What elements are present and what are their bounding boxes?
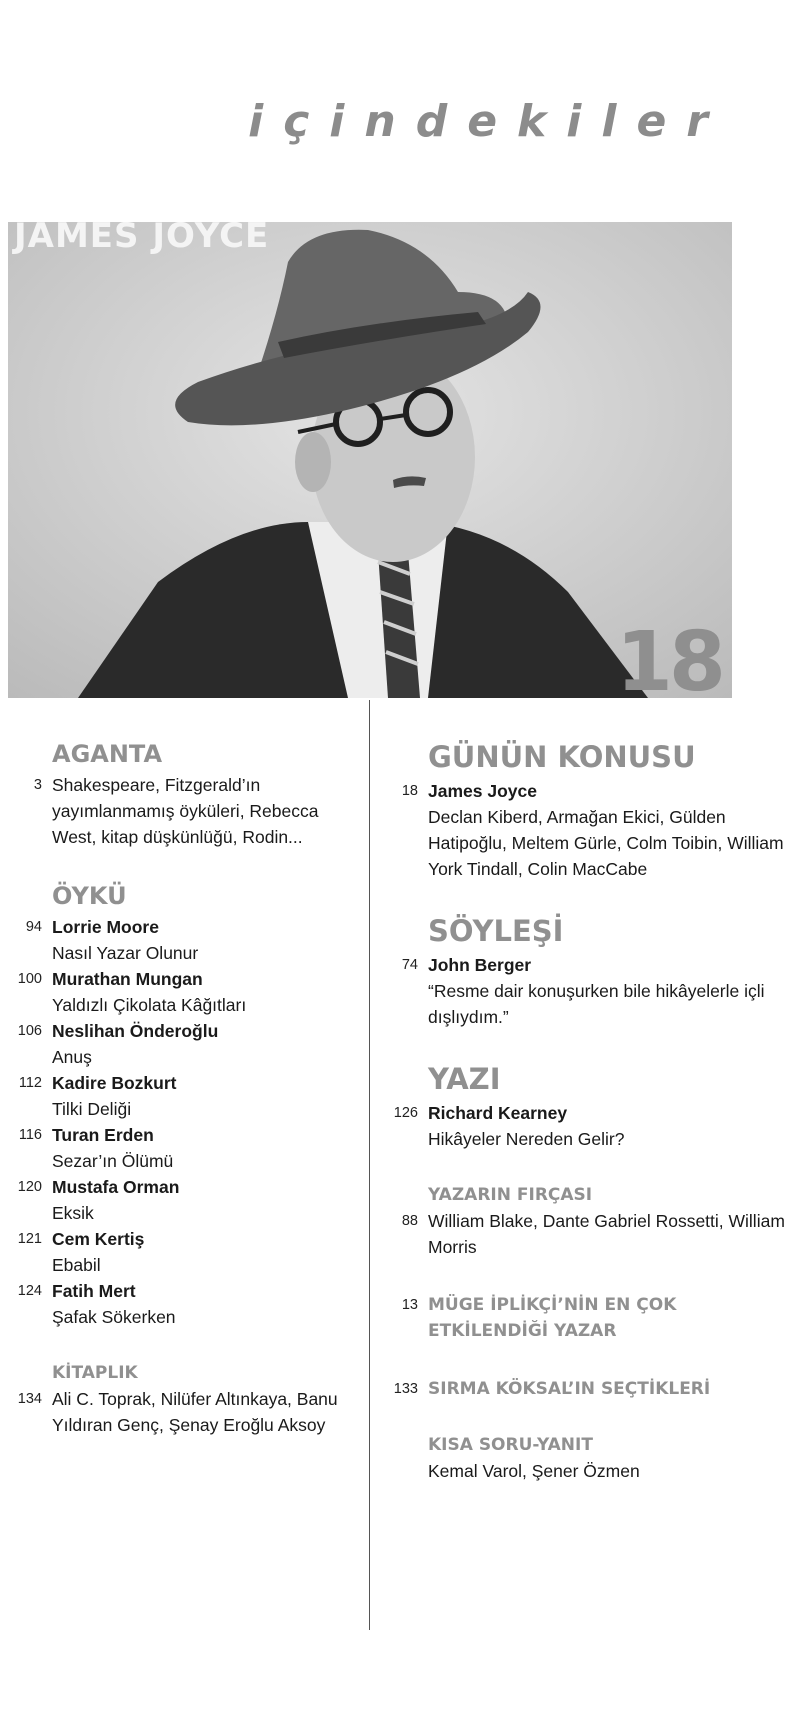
page-number: 106 bbox=[17, 1023, 42, 1039]
page-number: 126 bbox=[393, 1105, 418, 1121]
toc-entry[interactable] bbox=[388, 1292, 788, 1344]
entry-author: Neslihan Önderoğlu bbox=[52, 1021, 219, 1041]
section-title: ÖYKÜ bbox=[52, 882, 127, 910]
entry-author: Lorrie Moore bbox=[52, 917, 159, 937]
entry-author: Fatih Mert bbox=[52, 1281, 136, 1301]
page-number: 121 bbox=[17, 1231, 42, 1247]
entry-author: John Berger bbox=[428, 955, 532, 975]
entry-author: Murathan Mungan bbox=[52, 969, 203, 989]
toc-entry[interactable] bbox=[12, 772, 357, 850]
section-gunun-konusu bbox=[388, 740, 788, 882]
toc-entry[interactable] bbox=[12, 1386, 357, 1438]
page-number: 18 bbox=[401, 783, 418, 799]
page-number: 88 bbox=[401, 1213, 418, 1229]
section-title: AGANTA bbox=[52, 740, 163, 768]
toc-entry[interactable] bbox=[12, 1278, 357, 1330]
entry-title: Anuş bbox=[52, 1047, 92, 1067]
section-kitaplik bbox=[12, 1362, 357, 1438]
toc-entry[interactable] bbox=[12, 966, 357, 1018]
section-yazarin-fircasi bbox=[388, 1184, 788, 1260]
page-number: 120 bbox=[17, 1179, 42, 1195]
entry-author: Mustafa Orman bbox=[52, 1177, 180, 1197]
toc-entry[interactable] bbox=[388, 1376, 788, 1402]
page-number: 3 bbox=[33, 777, 42, 793]
entry-text: Ali C. Toprak, Nilüfer Altınkaya, Banu Yıldıran Genç, Şenay Eroğlu Aksoy bbox=[52, 1389, 338, 1435]
cover-photo bbox=[8, 222, 732, 698]
section-title: YAZI bbox=[428, 1062, 501, 1096]
section-title: GÜNÜN KONUSU bbox=[428, 740, 696, 774]
left-column bbox=[12, 740, 357, 1470]
toc-entry[interactable] bbox=[388, 952, 788, 1030]
section-aganta bbox=[12, 740, 357, 850]
page-number: 94 bbox=[25, 919, 42, 935]
page-number: 100 bbox=[17, 971, 42, 987]
page-number: 112 bbox=[18, 1075, 42, 1091]
section-muge bbox=[388, 1292, 788, 1344]
section-title: YAZARIN FIRÇASI bbox=[428, 1185, 593, 1205]
entry-title: Nasıl Yazar Olunur bbox=[52, 943, 199, 963]
entry-text: Hikâyeler Nereden Gelir? bbox=[428, 1129, 625, 1149]
page-number: 74 bbox=[401, 957, 418, 973]
section-oyku bbox=[12, 882, 357, 1330]
entry-title: Yaldızlı Çikolata Kâğıtları bbox=[52, 995, 247, 1015]
entry-author: Turan Erden bbox=[52, 1125, 154, 1145]
toc-entry[interactable] bbox=[12, 914, 357, 966]
page-title: içindekiler bbox=[248, 96, 728, 147]
entry-title: Eksik bbox=[52, 1203, 94, 1223]
section-title: SÖYLEŞİ bbox=[428, 914, 564, 948]
entry-title: Ebabil bbox=[52, 1255, 101, 1275]
entry-text: Shakespeare, Fitzgerald’ın yayımlanmamış öyküleri, Rebecca West, kitap düşkünlüğü, Rodin... bbox=[52, 775, 319, 847]
toc-entry[interactable] bbox=[12, 1070, 357, 1122]
entry-author: Kadire Bozkurt bbox=[52, 1073, 177, 1093]
entry-text: Declan Kiberd, Armağan Ekici, Gülden Hatipoğlu, Meltem Gürle, Colm Toibin, William York Tindall, Colin MacCabe bbox=[428, 807, 784, 879]
toc-entry[interactable] bbox=[12, 1018, 357, 1070]
entry-title: Sezar’ın Ölümü bbox=[52, 1151, 174, 1171]
toc-entry[interactable] bbox=[388, 778, 788, 882]
page-number: 124 bbox=[17, 1283, 42, 1299]
entry-title: MÜGE İPLİKÇİ’NİN EN ÇOK ETKİLENDİĞİ YAZAR bbox=[428, 1295, 677, 1341]
page-number: 116 bbox=[18, 1127, 42, 1143]
entry-title: Tilki Deliği bbox=[52, 1099, 132, 1119]
page-number bbox=[388, 1458, 418, 1484]
section-sirma bbox=[388, 1376, 788, 1402]
entry-text: “Resme dair konuşurken bile hikâyelerle içli dışlıydım.” bbox=[428, 981, 765, 1027]
toc-entry[interactable] bbox=[12, 1122, 357, 1174]
cover-page-number: 18 bbox=[615, 615, 722, 698]
page-number: 133 bbox=[393, 1381, 418, 1397]
toc-entry[interactable] bbox=[388, 1208, 788, 1260]
section-title: KİTAPLIK bbox=[52, 1363, 138, 1383]
toc-entry[interactable] bbox=[12, 1174, 357, 1226]
cover-caption: JAMES JOYCE bbox=[14, 222, 270, 256]
column-divider bbox=[369, 700, 370, 1630]
entry-title: SIRMA KÖKSAL’IN SEÇTİKLERİ bbox=[428, 1379, 711, 1399]
right-column bbox=[388, 740, 788, 1516]
page-number: 134 bbox=[17, 1391, 42, 1407]
section-soylesi bbox=[388, 914, 788, 1030]
entry-text: Kemal Varol, Şener Özmen bbox=[428, 1461, 640, 1481]
entry-author: Richard Kearney bbox=[428, 1103, 568, 1123]
section-kisa-soru-yanit bbox=[388, 1434, 788, 1484]
toc-entry[interactable] bbox=[388, 1100, 788, 1152]
page-number: 13 bbox=[401, 1297, 418, 1313]
section-title: KISA SORU-YANIT bbox=[428, 1435, 593, 1455]
entry-author: Cem Kertiş bbox=[52, 1229, 145, 1249]
entry-text: William Blake, Dante Gabriel Rossetti, William Morris bbox=[428, 1211, 785, 1257]
section-yazi bbox=[388, 1062, 788, 1152]
entry-author: James Joyce bbox=[428, 781, 537, 801]
toc-entry[interactable] bbox=[388, 1458, 788, 1484]
entry-title: Şafak Sökerken bbox=[52, 1307, 176, 1327]
toc-entry[interactable] bbox=[12, 1226, 357, 1278]
